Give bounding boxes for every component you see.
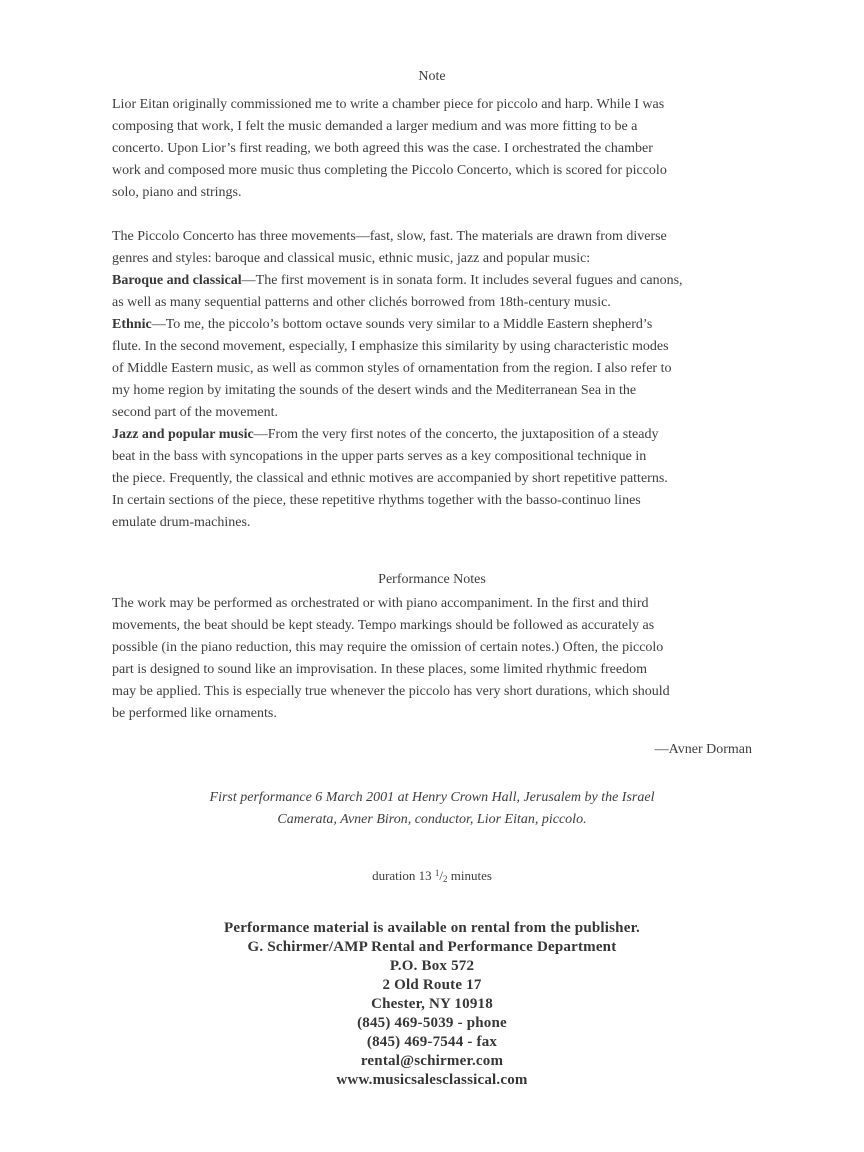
jazz-popular-label: Jazz and popular music [112,427,254,442]
text-line: part is designed to sound like an improvisation. In these places, some limited rhythmic freedom [112,662,647,677]
publisher-website-line: www.musicsalesclassical.com [336,1072,528,1088]
text-line: second part of the movement. [112,405,279,420]
text-line: my home region by imitating the sounds of the desert winds and the Mediterranean Sea in the [112,383,637,398]
premiere-line: First performance 6 March 2001 at Henry Crown Hall, Jerusalem by the Israel [209,790,655,805]
fax-number-line: (845) 469-7544 - fax [366,1034,498,1050]
text-line: genres and styles: baroque and classical music, ethnic music, jazz and popular music: [112,251,591,266]
ethnic-style-line [112,314,752,336]
fraction-slash: / [439,868,444,883]
baroque-style-line [112,270,752,292]
text-line: the piece. Frequently, the classical and ethnic motives are accompanied by short repetitive patterns. [112,471,668,486]
text-line: as well as many sequential patterns and other clichés borrowed from 18th-century music. [112,295,611,310]
premiere-note [112,787,752,831]
author-attribution: —Avner Dorman [654,742,752,757]
note-paragraph [112,94,752,204]
duration-text: duration 13 [372,868,435,883]
duration-note [112,865,752,887]
text-segment: —From the very first notes of the concerto, the juxtaposition of a steady [253,427,659,442]
duration-text: minutes [447,868,492,883]
text-line: The Piccolo Concerto has three movements—fast, slow, fast. The materials are drawn from diverse [112,229,667,244]
text-line: emulate drum-machines. [112,515,251,530]
jazz-style-line [112,424,752,446]
text-line: solo, piano and strings. [112,185,242,200]
fraction-numerator: 1 [434,868,440,878]
rental-department-line: G. Schirmer/AMP Rental and Performance Department [247,939,617,955]
text-line: movements, the beat should be kept steady. Tempo markings should be followed as accurately as [112,618,655,633]
ethnic-label: Ethnic [112,317,152,332]
fraction-denominator: 2 [443,874,448,884]
text-line: composing that work, I felt the music demanded a larger medium and was more fitting to be a [112,119,638,134]
text-line: In certain sections of the piece, these repetitive rhythms together with the basso-continuo lines [112,493,641,508]
text-line: of Middle Eastern music, as well as common styles of ornamentation from the region. I also refer to [112,361,672,376]
text-line: Lior Eitan originally commissioned me to write a chamber piece for piccolo and harp. While I was [112,97,665,112]
text-line: possible (in the piano reduction, this may require the omission of certain notes.) Often, the piccolo [112,640,664,655]
text-line: beat in the bass with syncopations in the upper parts serves as a key compositional technique in [112,449,647,464]
performance-notes-heading: Performance Notes [378,572,486,587]
po-box-line: P.O. Box 572 [389,958,475,974]
phone-number-line: (845) 469-5039 - phone [357,1015,507,1031]
note-heading: Note [418,69,446,84]
street-address-line: 2 Old Route 17 [382,977,482,993]
publisher-block [112,919,752,1090]
text-segment: —To me, the piccolo’s bottom octave sounds very similar to a Middle Eastern shepherd’s [151,317,653,332]
program-note-page [112,0,752,1090]
text-line: flute. In the second movement, especially, I emphasize this similarity by using characteristic modes [112,339,669,354]
baroque-classical-label: Baroque and classical [112,273,242,288]
text-line: be performed like ornaments. [112,706,277,721]
text-line: concerto. Upon Lior’s first reading, we both agreed this was the case. I orchestrated the chamber [112,141,653,156]
city-state-zip-line: Chester, NY 10918 [371,996,493,1012]
rental-email-line: rental@schirmer.com [360,1053,504,1069]
text-line: work and composed more music thus completing the Piccolo Concerto, which is scored for piccolo [112,163,667,178]
text-line: The work may be performed as orchestrated or with piano accompaniment. In the first and third [112,596,649,611]
premiere-line: Camerata, Avner Biron, conductor, Lior Eitan, piccolo. [277,812,587,827]
text-segment: —The first movement is in sonata form. It includes several fugues and canons, [241,273,683,288]
rental-availability-line: Performance material is available on rental from the publisher. [223,920,641,936]
performance-notes-paragraph [112,593,752,725]
concerto-overview-paragraph [112,226,752,534]
text-line: may be applied. This is especially true whenever the piccolo has very short durations, which should [112,684,670,699]
